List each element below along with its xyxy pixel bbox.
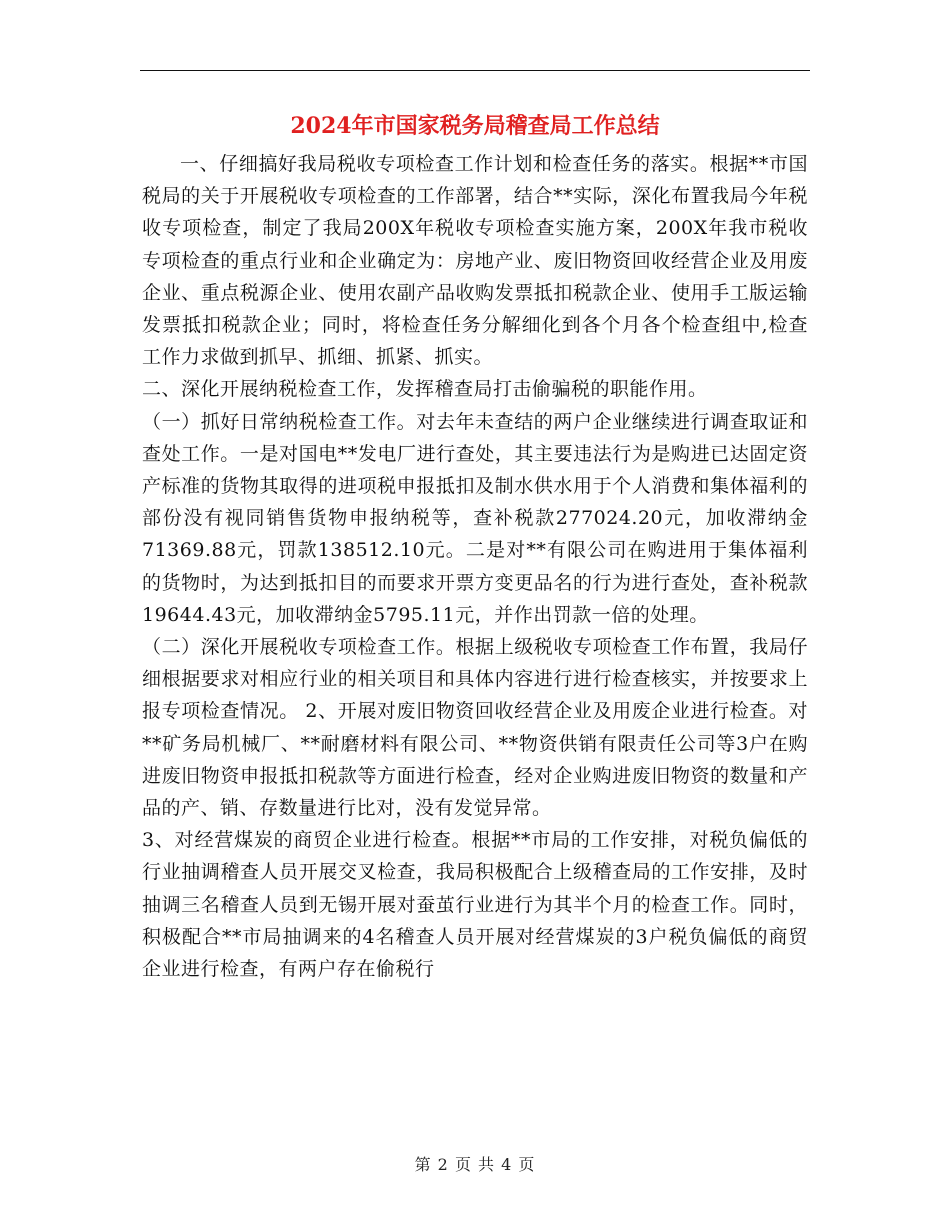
paragraph-3: （一）抓好日常纳税检查工作。对去年未查结的两户企业继续进行调查取证和查处工作。一是对国电**发电厂进行查处，其主要违法行为是购进已达固定资产标准的货物其取得的进项税申报抵扣及制水供水用于个人消费和集体福利的部份没有视同销售货物申报纳税等，查补税款277024.20元，加收滞纳金71369.88元，罚款138512.10元。二是对**有限公司在购进用于集体福利的货物时，为达到抵扣目的而要求开票方变更品名的行为进行查处，查补税款19644.43元，加收滞纳金5795.11元，并作出罚款一倍的处理。 (142, 410, 808, 626)
paragraph-4: （二）深化开展税收专项检查工作。根据上级税收专项检查工作布置，我局仔细根据要求对相应行业的相关项目和具体内容进行进行检查核实，并按要求上报专项检查情况。 2、开展对废旧物资回收经营企业及用废企业进行检查。对**矿务局机械厂、**耐磨材料有限公司、**物资供销有限责任公司等3户在购进废旧物资申报抵扣税款等方面进行检查，经对企业购进废旧物资的数量和产品的产、销、存数量进行比对，没有发觉异常。 (142, 636, 808, 820)
header-rule (140, 70, 810, 71)
page-footer: 第 2 页 共 4 页 (414, 1155, 536, 1174)
document-title: 2024年市国家税务局稽查局工作总结 (290, 113, 660, 139)
paragraph-5: 3、对经营煤炭的商贸企业进行检查。根据**市局的工作安排，对税负偏低的行业抽调稽查人员开展交叉检查，我局积极配合上级稽查局的工作安排，及时抽调三名稽查人员到无锡开展对蚕茧行业进行为其半个月的检查工作。同时，积极配合**市局抽调来的4名稽查人员开展对经营煤炭的3户税负偏低的商贸企业进行检查，有两户存在偷税行 (142, 829, 808, 981)
document-body (142, 148, 808, 985)
paragraph-1: 一、仔细搞好我局税收专项检查工作计划和检查任务的落实。根据**市国税局的关于开展税收专项检查的工作部署，结合**实际，深化布置我局今年税收专项检查，制定了我局200X年税收专项检查实施方案，200X年我市税收专项检查的重点行业和企业确定为：房地产业、废旧物资回收经营企业及用废企业、重点税源企业、使用农副产品收购发票抵扣税款企业、使用手工版运输发票抵扣税款企业；同时，将检查任务分解细化到各个月各个检查组中,检查工作力求做到抓早、抓细、抓紧、抓实。 (142, 153, 808, 369)
paragraph-2: 二、深化开展纳税检查工作，发挥稽查局打击偷骗税的职能作用。 (142, 378, 708, 401)
